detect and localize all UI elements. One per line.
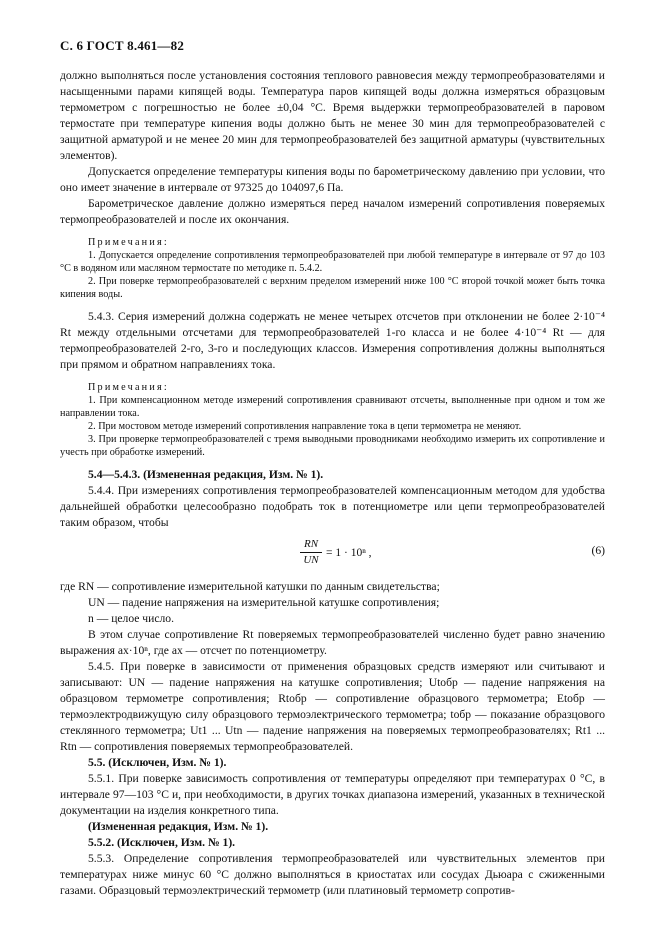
note-item: 3. При проверке термопреобразователей с тремя выводными проводниками необходимо измерить их сопротивление и учесть при обработке измерений. [60,434,605,458]
note-item: 1. При компенсационном методе измерений сопротивления сравнивают отсчеты, выполненные при одном и том же направлении тока. [60,395,605,419]
paragraph-5-4-5: 5.4.5. При поверке в зависимости от применения образцовых средств измеряют или считывают и записывают: UN — падение напряжения на катушке сопротивления; Utобр — падение напряжения на образцовом термометре сопротивления; Rtобр — сопротивление образцового термометра; Etобр — термоэлектродвижущую силу образцового термоэлектрического термометра; tобр — показание образцового стеклянного термометра; Ut1 ... Utn — падение напряжения на поверяемых термопреобразователях; Rt1 ... Rtn — сопротивления поверяемых термопреобразователей. [60,660,605,753]
notes-title: Примечания: [88,237,169,248]
formula-number: (6) [591,544,605,557]
note-item: 2. При мостовом методе измерений сопротивления направление тока в цепи термометра не меняют. [88,421,522,432]
definition-line: UN — падение напряжения на измерительной катушке сопротивления; [88,596,440,609]
formula-definitions [60,579,605,627]
notes-block-2 [60,381,605,459]
paragraph-barometric-measure: Барометрическое давление должно измеряться перед началом измерений сопротивления поверяемых термопреобразователей и после их окончания. [60,197,605,226]
formula-numerator: RN [300,537,322,553]
notes-title: Примечания: [88,382,169,393]
paragraph-water-boiling: должно выполняться после установления состояния теплового равновесия между термопреобразователями и насыщенными парами кипящей воды. Температура паров кипящей воды должна измеряться образцовым термометром с погрешностью не более ±0,04 °С. Время выдержки термопреобразователей в паровом термостате при температуре кипения воды должно быть не менее 30 мин для термопреобразователей с защитной арматурой и не менее 20 мин для термопреобразователей без защитной арматуры (чувствительных элементов). [60,69,605,162]
paragraph-5-4-4: 5.4.4. При измерениях сопротивления термопреобразователей компенсационным методом для удобства дальнейшей обработки целесообразно подобрать ток в потенциометре или цепи термопреобразователей таким образом, чтобы [60,484,605,529]
definition-line: где RN — сопротивление измерительной катушки по данным свидетельства; [60,580,440,593]
paragraph-5-5-3: 5.5.3. Определение сопротивления термопреобразователей или чувствительных элементов при температурах ниже минус 60 °С должно выполняться в криостатах или сосудах Дьюара с сжиженными газами. Образцовый термоэлектрический термометр (или платиновый термометр сопротив- [60,852,605,897]
notes-block-1 [60,236,605,301]
paragraph-case: В этом случае сопротивление Rt поверяемых термопреобразователей численно будет равно значению выражения ax·10ⁿ, где ax — отсчет по потенциометру. [60,628,605,657]
paragraph-barometric-allowed: Допускается определение температуры кипения воды по барометрическому давлению при условии, что оно имеет значение в интервале от 97325 до 104097,6 Па. [60,165,605,194]
formula-rhs: = 1 · 10ⁿ , [326,547,372,559]
definition-line: n — целое число. [88,612,174,625]
edit-note-1: 5.4—5.4.3. (Измененная редакция, Изм. № 1). [88,468,324,481]
paragraph-5-5: 5.5. (Исключен, Изм. № 1). [88,756,227,769]
paragraph-5-5-1: 5.5.1. При поверке зависимость сопротивления от температуры определяют при температурах 0 °С, в интервале 97—103 °С и, при необходимости, в других точках диапазона измерений, указанных в технической документации на изделия конкретного типа. [60,772,605,817]
note-item: 2. При поверке термопреобразователей с верхним пределом измерений ниже 100 °С второй точкой может быть точка кипения воды. [60,276,605,300]
paragraph-5-5-2: 5.5.2. (Исключен, Изм. № 1). [88,836,236,849]
formula-denominator: UN [303,554,319,566]
formula-6 [60,535,605,573]
page-header: С. 6 ГОСТ 8.461—82 [60,38,185,53]
edit-note-2: (Измененная редакция, Изм. № 1). [88,820,269,833]
formula-fraction [300,537,322,568]
paragraph-5-4-3: 5.4.3. Серия измерений должна содержать не менее четырех отсчетов при отклонении не более 2·10⁻⁴ Rt между отдельными отсчетами для термопреобразователей 1-го класса и не более 4·10⁻⁴ Rt — для термопреобразователей 2-го, 3-го и последующих классов. Измерения сопротивления должны выполняться при прямом и обратном направлениях тока. [60,310,605,371]
note-item: 1. Допускается определение сопротивления термопреобразователей при любой температуре в интервале от 97 до 103 °С в водяном или масляном термостате по методике п. 5.4.2. [60,250,605,274]
